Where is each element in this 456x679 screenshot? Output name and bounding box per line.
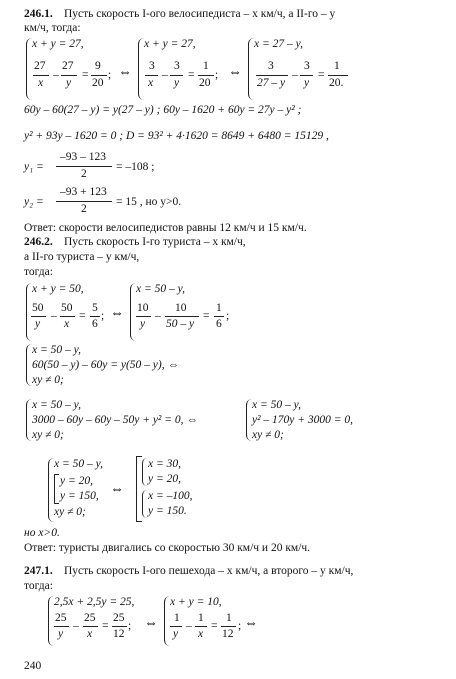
denominator: y: [58, 628, 64, 640]
equation: x = 50 – y,: [32, 344, 81, 356]
numerator: 50: [61, 302, 73, 314]
numerator: 9: [95, 60, 101, 72]
fraction-bar: [170, 626, 182, 627]
fraction-bar: [56, 166, 112, 167]
problem-number: 246.1.: [24, 8, 53, 20]
denominator: 20.: [329, 77, 344, 89]
equation-line: y² + 93y – 1620 = 0 ; D = 93² + 4·1620 = 8649 + 6480 = 15129 ,: [24, 130, 329, 142]
problem-text-line: Пусть скорость I-ого велосипедиста – x км/ч, а II-го – y: [64, 8, 336, 20]
problem-text-line: тогда:: [24, 580, 53, 592]
equation: x = 50 – y,: [54, 458, 103, 470]
denominator: y: [35, 318, 41, 330]
fraction-bar: [136, 316, 151, 317]
operator: =: [82, 69, 89, 81]
equation: y = 20,: [60, 475, 93, 487]
equation: 2,5x + 2,5y = 25,: [54, 596, 135, 608]
equivalence-arrow: ⇔: [110, 482, 124, 497]
denominator: y: [304, 77, 310, 89]
denominator: x: [38, 77, 44, 89]
numerator: 5: [92, 302, 98, 314]
equation: y = 20,: [148, 473, 181, 485]
operator: –: [292, 69, 298, 81]
answer: Ответ: туристы двигались со скоростью 30 км/ч и 20 км/ч.: [24, 542, 311, 554]
set-bracket: [54, 474, 59, 504]
denominator: x: [64, 318, 70, 330]
numerator: 25: [84, 612, 96, 624]
answer: Ответ: скорости велосипедистов равны 12 км/ч и 15 км/ч.: [24, 222, 307, 234]
denominator: 20: [199, 77, 211, 89]
numerator: 25: [113, 612, 125, 624]
denominator: 27 – y: [257, 77, 286, 89]
denominator: y: [66, 77, 72, 89]
fraction-bar: [31, 316, 46, 317]
fraction-bar: [145, 75, 158, 76]
root-label: y₁ =: [24, 161, 44, 173]
note: но x>0.: [24, 527, 60, 539]
denominator: 20: [92, 77, 104, 89]
problem-text-line: Пусть скорость I-ого пешехода – x км/ч, а второго – y км/ч,: [64, 565, 354, 577]
problem-text-line: км/ч, тогда:: [24, 22, 81, 34]
fraction-bar: [90, 316, 100, 317]
problem-text-line: Пусть скорость I-го туриста – x км/ч,: [64, 236, 246, 248]
equation: x = 30,: [148, 458, 181, 470]
root-value: = –108 ;: [116, 161, 155, 173]
operator: –: [51, 310, 57, 322]
fraction-bar: [256, 75, 288, 76]
equation: xy ≠ 0;: [54, 506, 86, 518]
denominator: y: [174, 77, 180, 89]
equation: xy ≠ 0;: [252, 429, 284, 441]
denominator: x: [87, 628, 93, 640]
equation-line: 60y – 60(27 – y) = y(27 – y) ; 60y – 1620 + 60y = 27y – y² ;: [24, 104, 302, 116]
denominator: x: [148, 77, 154, 89]
equation: x = –100,: [148, 490, 193, 502]
fraction-bar: [198, 75, 214, 76]
fraction-bar: [221, 626, 236, 627]
operator: =: [211, 620, 218, 632]
denominator: 6: [92, 318, 98, 330]
system-brace: [142, 458, 147, 486]
equation: x = 27 – y,: [254, 38, 303, 50]
denominator: y: [140, 318, 146, 330]
root-value: = 15 , но y>0.: [116, 196, 182, 208]
equation: y² – 170y + 3000 = 0,: [252, 414, 354, 426]
equivalence-arrow: ⇔: [228, 65, 242, 80]
numerator: 3: [304, 60, 310, 72]
operator: =: [102, 620, 109, 632]
denominator: 2: [81, 203, 87, 215]
operator: ;: [226, 310, 230, 322]
numerator: 27: [62, 60, 74, 72]
denominator: 50 – y: [166, 318, 195, 330]
equation: x = 50 – y,: [136, 283, 185, 295]
operator: ;: [101, 310, 105, 322]
equation: y = 150,: [60, 490, 99, 502]
equivalence-arrow: ⇔: [244, 616, 258, 631]
numerator: 3: [268, 60, 274, 72]
operator: –: [186, 620, 192, 632]
numerator: –93 – 123: [60, 151, 106, 163]
equation: y = 150.: [148, 505, 187, 517]
operator: ;: [238, 620, 242, 632]
denominator: 12: [113, 628, 125, 640]
numerator: –93 + 123: [60, 186, 107, 198]
numerator: 1: [226, 612, 232, 624]
equivalence-arrow: ⇔: [110, 306, 124, 321]
operator: ;: [128, 620, 132, 632]
numerator: 25: [55, 612, 67, 624]
equivalence-arrow: ⇔: [118, 65, 132, 80]
equation: x + y = 27,: [144, 38, 196, 50]
fraction-bar: [60, 316, 75, 317]
root-label: y₂ =: [24, 196, 44, 208]
equation: x = 50 – y,: [32, 399, 81, 411]
fraction-bar: [54, 626, 69, 627]
problem-number: 246.2.: [24, 236, 53, 248]
numerator: 1: [216, 302, 222, 314]
fraction-bar: [195, 626, 207, 627]
fraction-bar: [61, 75, 77, 76]
numerator: 3: [149, 60, 155, 72]
operator: –: [53, 69, 59, 81]
numerator: 1: [198, 612, 204, 624]
fraction-bar: [300, 75, 313, 76]
numerator: 1: [334, 60, 340, 72]
fraction-bar: [165, 316, 199, 317]
operator: =: [203, 310, 210, 322]
numerator: 1: [174, 612, 180, 624]
fraction-bar: [170, 75, 183, 76]
numerator: 27: [34, 60, 46, 72]
operator: –: [73, 620, 79, 632]
fraction-bar: [328, 75, 348, 76]
equation: x = 50 – y,: [252, 399, 301, 411]
denominator: 6: [216, 318, 222, 330]
numerator: 3: [174, 60, 180, 72]
fraction-bar: [112, 626, 127, 627]
equation: 3000 – 60y – 60y – 50y + y² = 0, ⇔: [32, 414, 198, 426]
fraction-bar: [83, 626, 98, 627]
problem-text-line: а II-го туриста – y км/ч,: [24, 251, 140, 263]
numerator: 1: [203, 60, 209, 72]
equation: xy ≠ 0;: [32, 374, 64, 386]
problem-number: 247.1.: [24, 565, 53, 577]
numerator: 10: [137, 302, 149, 314]
operator: ;: [215, 69, 219, 81]
equation: xy ≠ 0;: [32, 429, 64, 441]
denominator: x: [198, 628, 204, 640]
denominator: y: [173, 628, 179, 640]
system-brace: [142, 490, 147, 518]
equation: 60(50 – y) – 60y = y(50 – y), ⇔: [32, 359, 179, 371]
numerator: 50: [32, 302, 44, 314]
operator: =: [318, 69, 325, 81]
operator: =: [188, 69, 195, 81]
fraction-bar: [56, 201, 112, 202]
page-number: 240: [24, 660, 42, 672]
equation: x + y = 10,: [170, 596, 222, 608]
operator: =: [79, 310, 86, 322]
fraction-bar: [214, 316, 224, 317]
operator: –: [155, 310, 161, 322]
fraction-bar: [33, 75, 49, 76]
numerator: 10: [175, 302, 187, 314]
equation: x + y = 27,: [32, 38, 84, 50]
equivalence-arrow: ⇔: [144, 616, 158, 631]
operator: –: [162, 69, 168, 81]
equation: x + y = 50,: [32, 283, 84, 295]
operator: ;: [108, 69, 112, 81]
denominator: 2: [81, 168, 87, 180]
problem-text-line: тогда:: [24, 266, 53, 278]
fraction-bar: [91, 75, 107, 76]
denominator: 12: [222, 628, 234, 640]
